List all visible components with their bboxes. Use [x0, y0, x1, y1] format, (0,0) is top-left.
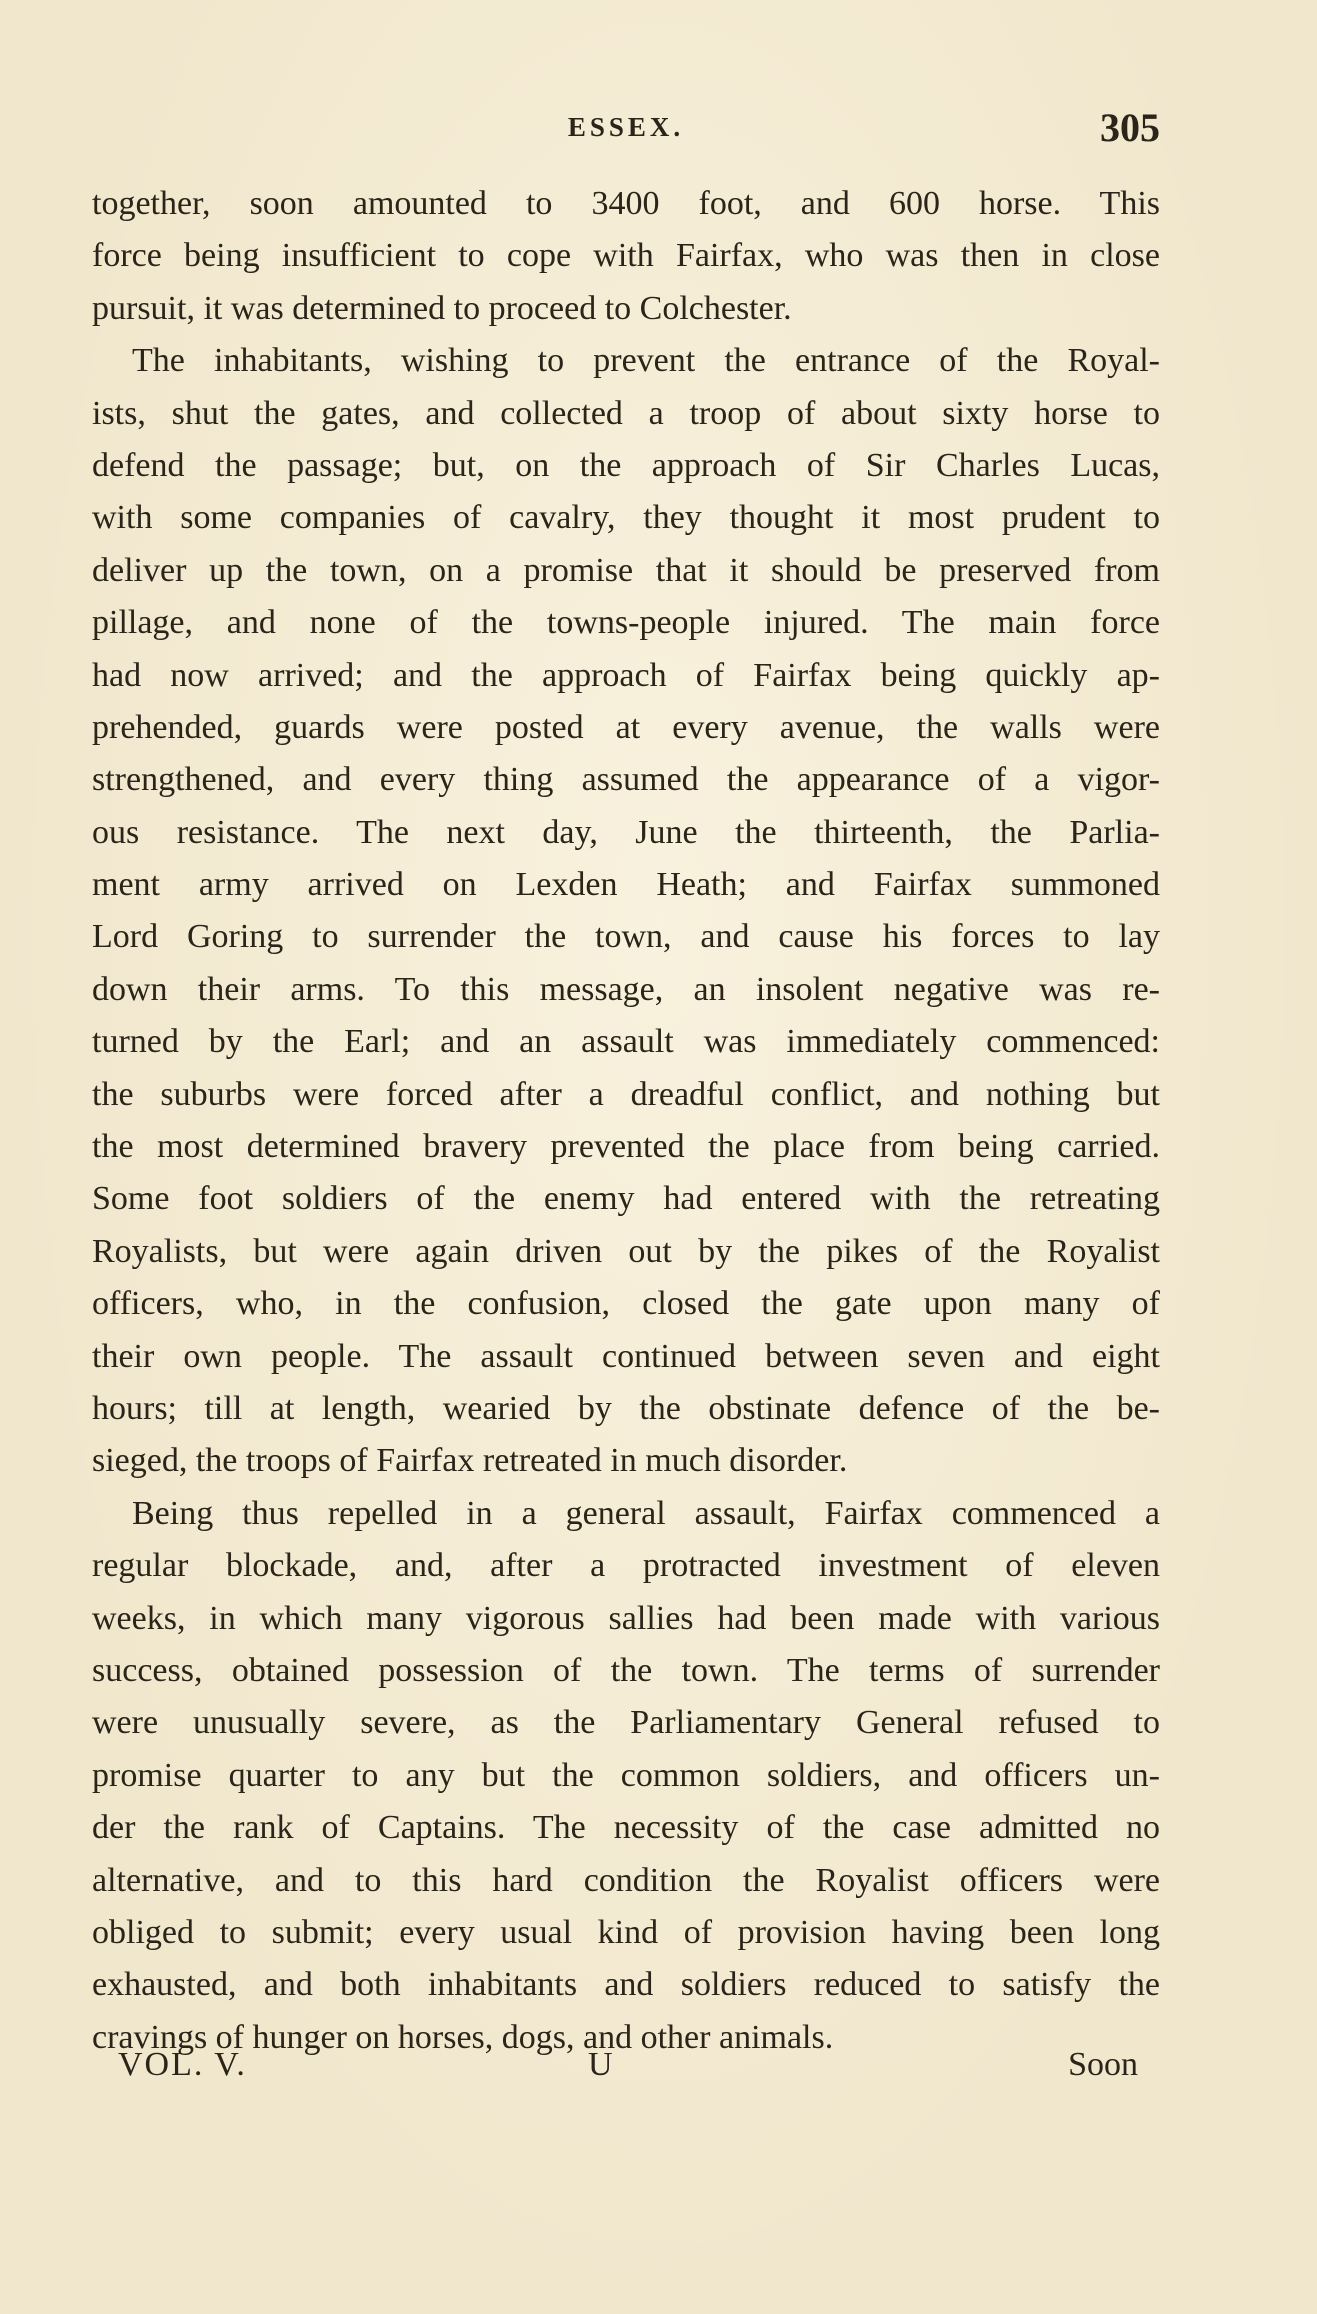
catchword: Soon: [1068, 2046, 1138, 2083]
running-head: ESSEX.: [567, 112, 685, 142]
text-line: [92, 178, 1160, 230]
text-line-content: Some foot soldiers of the enemy had entered with the retreating: [92, 1180, 1160, 1218]
text-line-content: defend the passage; but, on the approach of Sir Charles Lucas,: [92, 446, 1160, 484]
text-line: [92, 1697, 1160, 1749]
text-line: [92, 230, 1160, 282]
text-line-content: deliver up the town, on a promise that it should be preserved from: [92, 551, 1160, 589]
text-line: [92, 440, 1160, 492]
text-line-content: obliged to submit; every usual kind of provision having been long: [92, 1913, 1160, 1951]
text-line-content: alternative, and to this hard condition the Royalist officers were: [92, 1861, 1160, 1899]
text-line: [92, 1959, 1160, 2011]
text-line-content: had now arrived; and the approach of Fairfax being quickly ap-: [92, 656, 1160, 694]
text-line: [92, 1855, 1160, 1907]
text-line: [92, 964, 1160, 1016]
text-line-content: force being insufficient to cope with Fairfax, who was then in close: [92, 237, 1160, 275]
text-line-content: strengthened, and every thing assumed the appearance of a vigor-: [92, 761, 1160, 799]
text-line: [92, 1645, 1160, 1697]
text-line-content: der the rank of Captains. The necessity of the case admitted no: [92, 1809, 1160, 1847]
text-line-content: exhausted, and both inhabitants and soldiers reduced to satisfy the: [92, 1966, 1160, 2004]
text-line: [92, 335, 1160, 387]
text-line: [92, 1593, 1160, 1645]
text-line: [92, 283, 1160, 335]
text-line-content: ous resistance. The next day, June the thirteenth, the Parlia-: [92, 813, 1160, 851]
body-text: [92, 178, 1160, 2064]
text-line-content: the suburbs were forced after a dreadful conflict, and nothing but: [92, 1075, 1160, 1113]
text-line: [92, 1121, 1160, 1173]
text-line-content: weeks, in which many vigorous sallies had been made with various: [92, 1599, 1160, 1637]
text-line-content: Lord Goring to surrender the town, and cause his forces to lay: [92, 918, 1160, 956]
text-line: [92, 1173, 1160, 1225]
text-line-content: regular blockade, and, after a protracted investment of eleven: [92, 1547, 1160, 1585]
text-line-content: with some companies of cavalry, they thought it most prudent to: [92, 499, 1160, 537]
text-line: [92, 1488, 1160, 1540]
text-line: [92, 1907, 1160, 1959]
text-line: [92, 1802, 1160, 1854]
text-line-content: hours; till at length, wearied by the obstinate defence of the be-: [92, 1389, 1160, 1427]
text-line: [92, 545, 1160, 597]
volume-label: VOL. V.: [118, 2046, 247, 2083]
signature-mark: U: [588, 2046, 613, 2083]
page-footer: [118, 2046, 1138, 2096]
text-line: [92, 650, 1160, 702]
text-line: [92, 911, 1160, 963]
text-line-content: ists, shut the gates, and collected a troop of about sixty horse to: [92, 394, 1160, 432]
text-line: [92, 1540, 1160, 1592]
text-line-content: success, obtained possession of the town. The terms of surrender: [92, 1651, 1160, 1689]
text-line: [92, 1331, 1160, 1383]
text-line: [92, 1278, 1160, 1330]
text-line-content: cravings of hunger on horses, dogs, and other animals.: [92, 2018, 834, 2056]
page-number: 305: [1100, 105, 1160, 150]
text-line: [92, 754, 1160, 806]
text-line: [92, 1016, 1160, 1068]
text-line-content: together, soon amounted to 3400 foot, and 600 horse. This: [92, 185, 1160, 222]
text-line-content: were unusually severe, as the Parliamentary General refused to: [92, 1704, 1160, 1742]
text-line: [92, 1435, 1160, 1487]
text-line-content: their own people. The assault continued between seven and eight: [92, 1337, 1160, 1375]
text-line-content: the most determined bravery prevented the place from being carried.: [92, 1128, 1160, 1166]
text-line-content: promise quarter to any but the common soldiers, and officers un-: [92, 1756, 1160, 1794]
text-line-content: down their arms. To this message, an insolent negative was re-: [92, 970, 1160, 1008]
text-line-content: Being thus repelled in a general assault, Fairfax commenced a: [132, 1494, 1160, 1532]
text-line: [92, 1383, 1160, 1435]
page-header: [92, 104, 1160, 154]
text-line-content: turned by the Earl; and an assault was immediately commenced:: [92, 1023, 1160, 1061]
text-line: [92, 807, 1160, 859]
text-line-content: pillage, and none of the towns-people injured. The main force: [92, 604, 1160, 642]
text-line-content: sieged, the troops of Fairfax retreated in much disorder.: [92, 1442, 848, 1480]
text-line: [92, 859, 1160, 911]
text-line: [92, 1226, 1160, 1278]
text-line-content: The inhabitants, wishing to prevent the entrance of the Royal-: [132, 342, 1160, 380]
text-line: [92, 597, 1160, 649]
text-line: [92, 702, 1160, 754]
text-line-content: prehended, guards were posted at every avenue, the walls were: [92, 708, 1160, 746]
text-line: [92, 1069, 1160, 1121]
text-line: [92, 1750, 1160, 1802]
text-line-content: ment army arrived on Lexden Heath; and Fairfax summoned: [92, 866, 1160, 904]
text-line-content: Royalists, but were again driven out by the pikes of the Royalist: [92, 1232, 1160, 1270]
text-line-content: officers, who, in the confusion, closed the gate upon many of: [92, 1285, 1160, 1323]
text-line-content: pursuit, it was determined to proceed to Colchester.: [92, 289, 792, 327]
text-line: [92, 492, 1160, 544]
text-line: [92, 388, 1160, 440]
